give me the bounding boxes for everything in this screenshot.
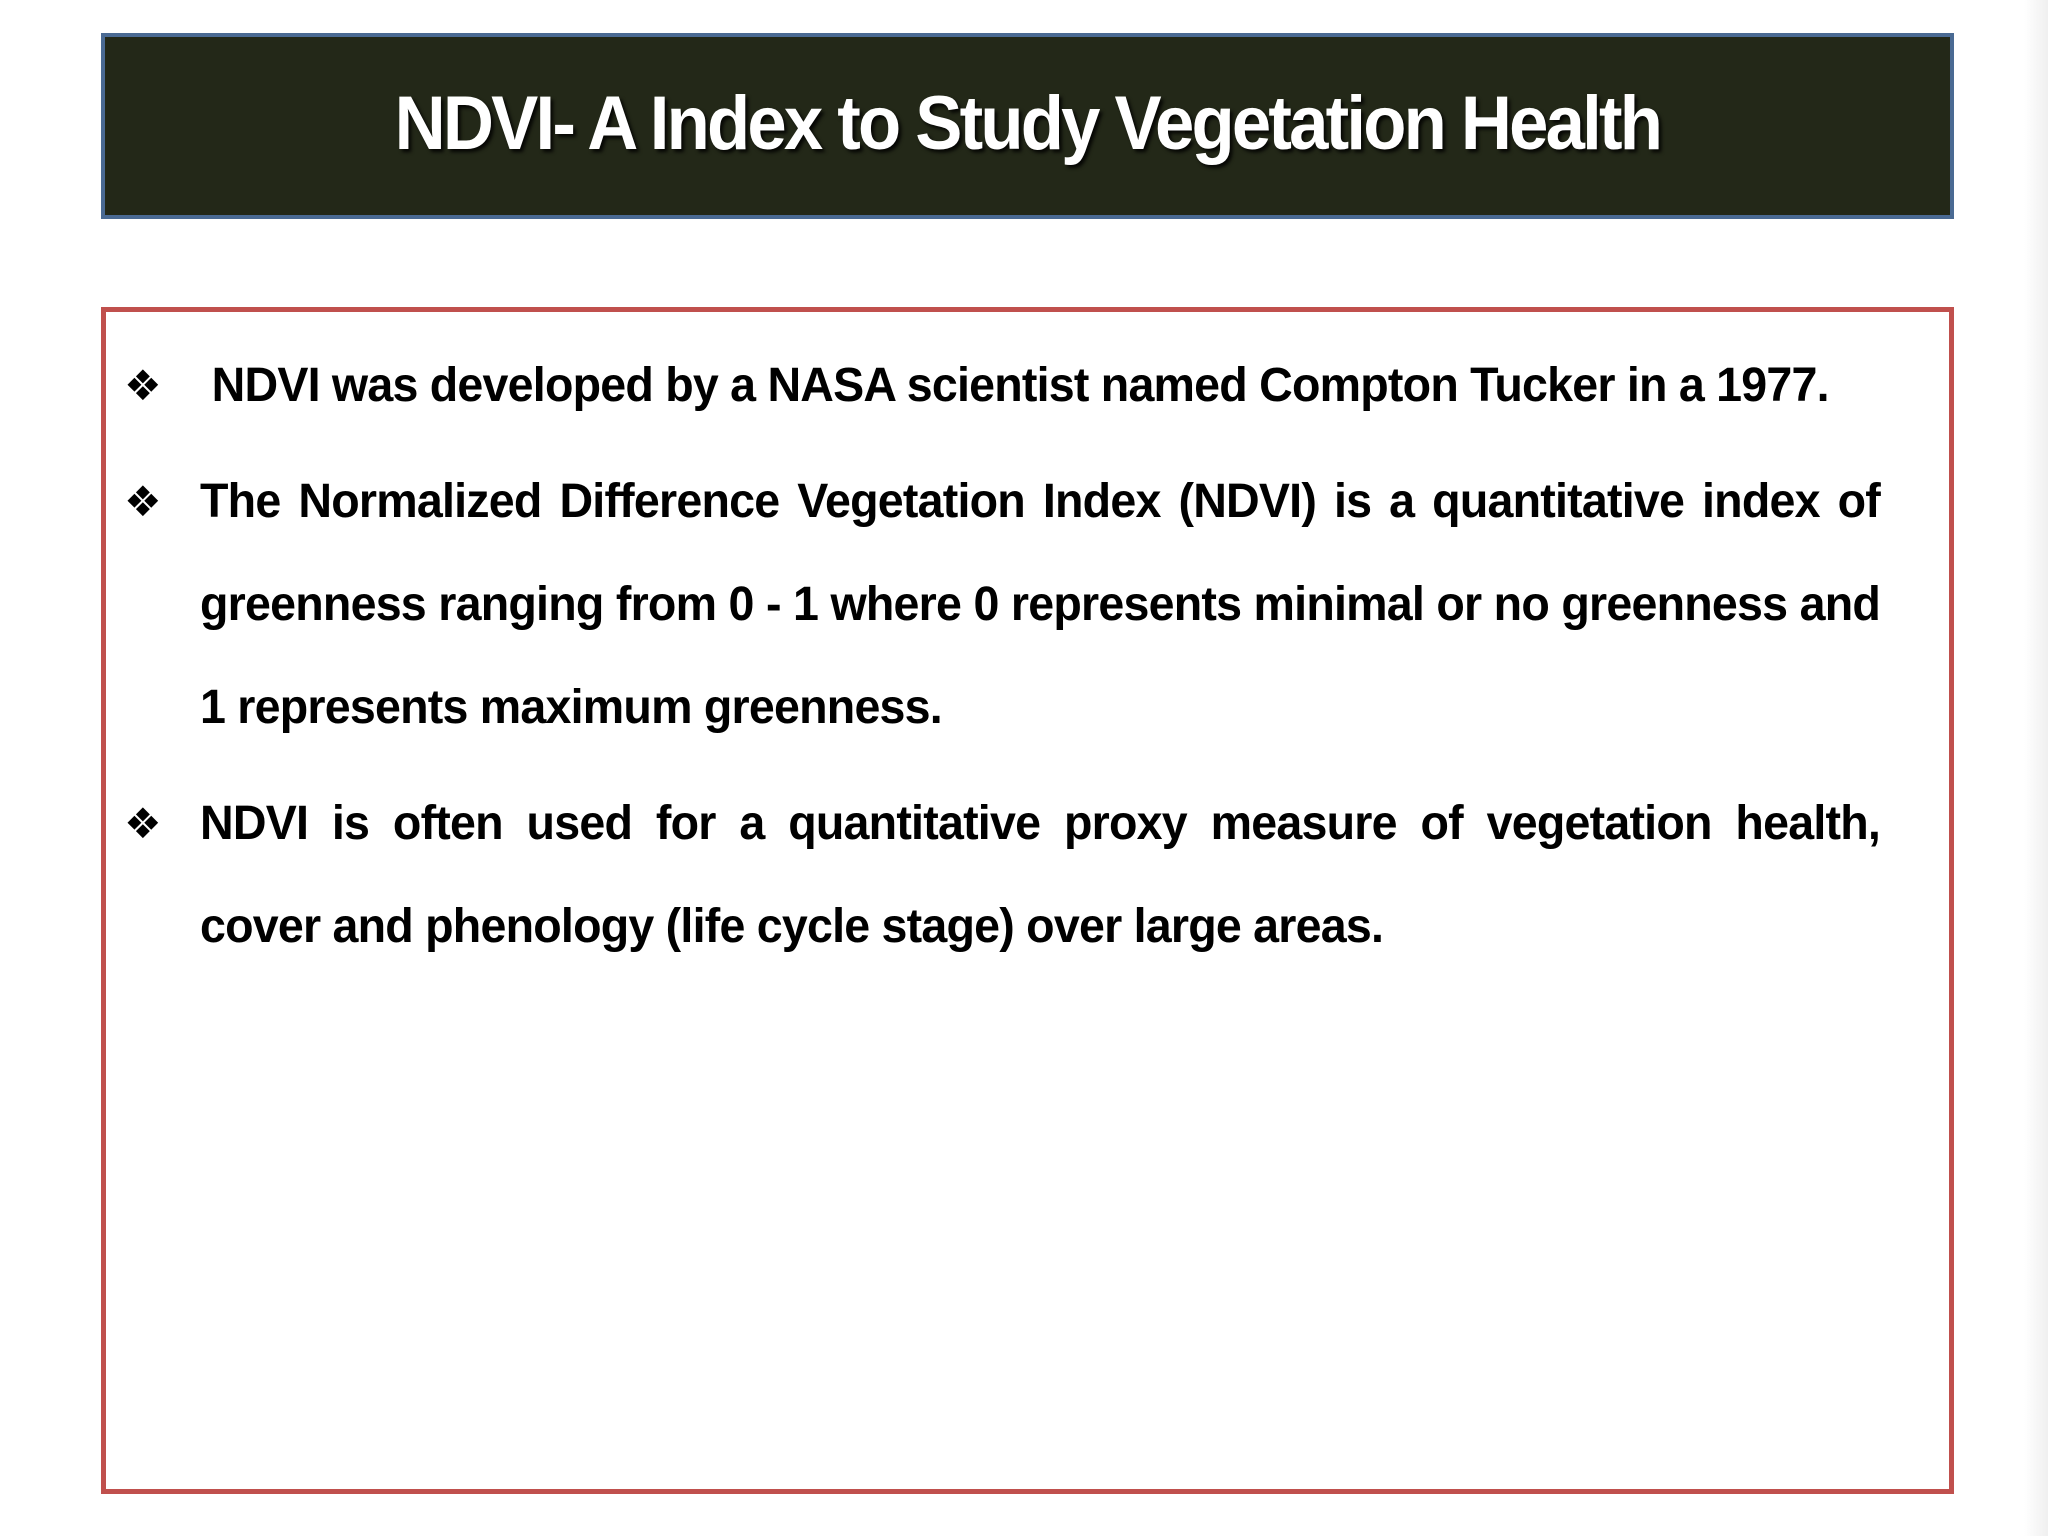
list-item [124, 772, 1932, 978]
diamond-bullet-icon: ❖ [124, 361, 162, 410]
bullet-text: The Normalized Difference Vegetation Index (NDVI) is a quantitative index of greenness ranging from 0 - 1 where 0 represents minimal or no greenness and 1 represents maximum greenness. [200, 475, 1881, 734]
title-banner [101, 33, 1954, 219]
bullet-text: NDVI was developed by a NASA scientist named Compton Tucker in a 1977. [211, 359, 1829, 412]
bullet-list [124, 334, 1932, 991]
slide-title: NDVI- A Index to Study Vegetation Health [394, 80, 1661, 166]
diamond-bullet-icon: ❖ [124, 799, 162, 848]
bullet-text: NDVI is often used for a quantitative proxy measure of vegetation health, cover and phenology (life cycle stage) over large areas. [200, 797, 1881, 953]
list-item [124, 450, 1932, 759]
diamond-bullet-icon: ❖ [124, 477, 162, 526]
slide-edge-shadow [2024, 0, 2048, 1536]
list-item [124, 334, 1932, 437]
content-box [101, 307, 1954, 1494]
